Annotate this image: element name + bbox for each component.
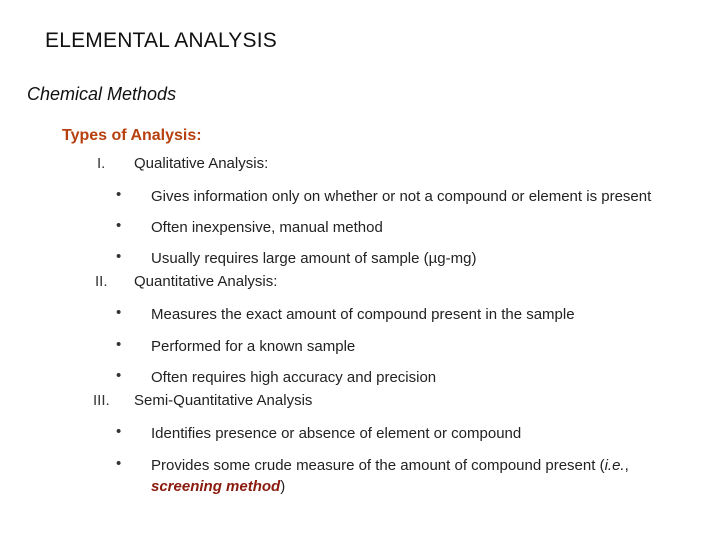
bullet-text: Often inexpensive, manual method xyxy=(151,219,383,236)
bullet-marker: • xyxy=(116,455,122,472)
bullet-text: Often requires high accuracy and precision xyxy=(151,369,437,386)
bullet-text-suffix: ) xyxy=(280,478,286,495)
bullet-text-screening xyxy=(151,455,696,497)
screening-method-emphasis: screening method xyxy=(151,478,281,495)
bullet-marker: • xyxy=(116,186,122,203)
roman-numeral-3: III. xyxy=(93,392,110,409)
bullet-text-prefix: Provides some crude measure of the amount of compound present ( xyxy=(151,457,605,474)
bullet-marker: • xyxy=(116,304,122,321)
bullet-text: Usually requires large amount of sample (µg-mg) xyxy=(151,250,477,267)
subtitle: Chemical Methods xyxy=(27,84,177,104)
bullet-text: Gives information only on whether or not a compound or element is present xyxy=(151,188,652,205)
slide-title: ELEMENTAL ANALYSIS xyxy=(45,29,277,52)
group-label-quantitative: Quantitative Analysis: xyxy=(134,273,278,290)
bullet-marker: • xyxy=(116,336,122,353)
group-label-semi-quantitative: Semi-Quantitative Analysis xyxy=(134,392,313,409)
roman-numeral-1: I. xyxy=(97,155,106,172)
bullet-marker: • xyxy=(116,248,122,265)
bullet-text: Measures the exact amount of compound present in the sample xyxy=(151,306,575,323)
bullet-marker: • xyxy=(116,423,122,440)
roman-numeral-2: II. xyxy=(95,273,108,290)
bullet-marker: • xyxy=(116,217,122,234)
bullet-text: Identifies presence or absence of element or compound xyxy=(151,425,522,442)
section-heading: Types of Analysis: xyxy=(62,127,202,144)
bullet-marker: • xyxy=(116,367,122,384)
bullet-text: Performed for a known sample xyxy=(151,338,356,355)
ie-abbreviation: i.e. xyxy=(604,457,625,474)
bullet-text-mid: , xyxy=(624,457,629,474)
group-label-qualitative: Qualitative Analysis: xyxy=(134,155,269,172)
